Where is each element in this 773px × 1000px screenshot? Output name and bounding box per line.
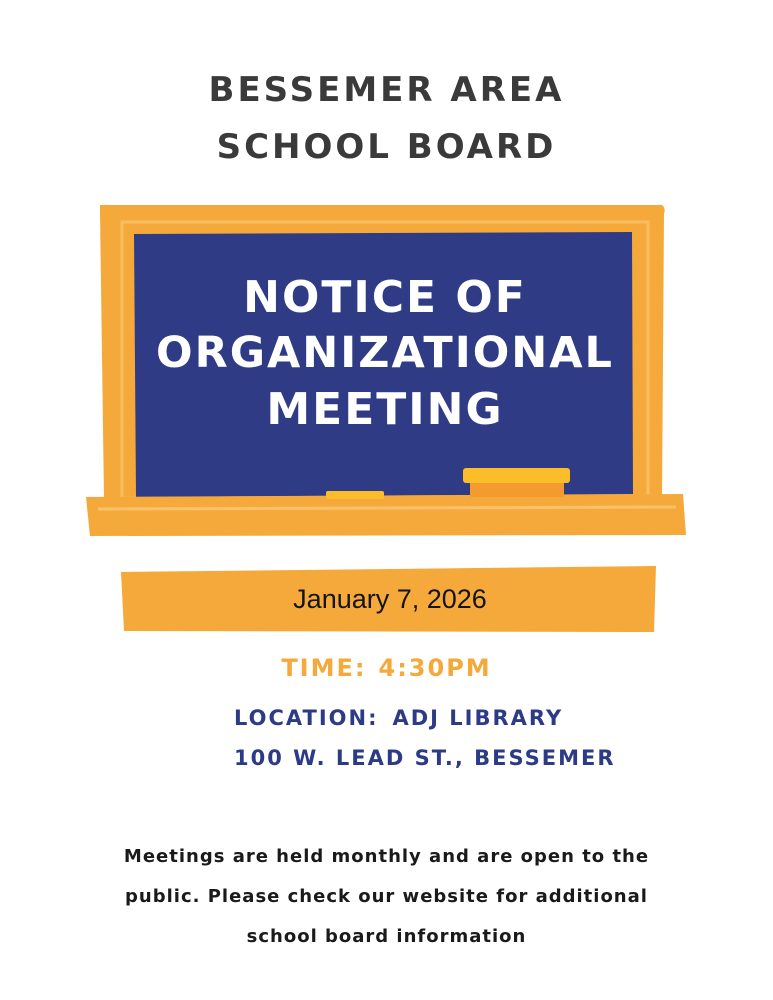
board-heading-line-1: NOTICE OF <box>243 272 527 323</box>
location-value: ADJ LIBRARY <box>392 706 564 730</box>
chalk-ledge-line <box>98 507 676 509</box>
meeting-time <box>0 654 773 682</box>
time-label: TIME: <box>281 654 367 682</box>
meeting-date: January 7, 2026 <box>293 584 487 614</box>
footer-note-line-1: Meetings are held monthly and are open to the <box>123 846 650 867</box>
chalk-stick <box>326 491 384 499</box>
footer-note-line-3: school board information <box>246 926 527 947</box>
eraser-top <box>463 468 570 483</box>
location-label: LOCATION: <box>234 706 379 730</box>
footer-note-line-2: public. Please check our website for additional <box>125 886 648 907</box>
board-heading-line-3: MEETING <box>266 384 504 435</box>
meeting-location <box>234 706 563 730</box>
time-value: 4:30PM <box>378 654 492 682</box>
org-title-line-1: BESSEMER AREA <box>208 70 565 110</box>
meeting-address: 100 W. LEAD ST., BESSEMER <box>234 746 616 770</box>
board-heading-line-2: ORGANIZATIONAL <box>156 328 614 378</box>
org-title-line-2: SCHOOL BOARD <box>216 127 557 167</box>
chalk-ledge <box>86 494 686 536</box>
